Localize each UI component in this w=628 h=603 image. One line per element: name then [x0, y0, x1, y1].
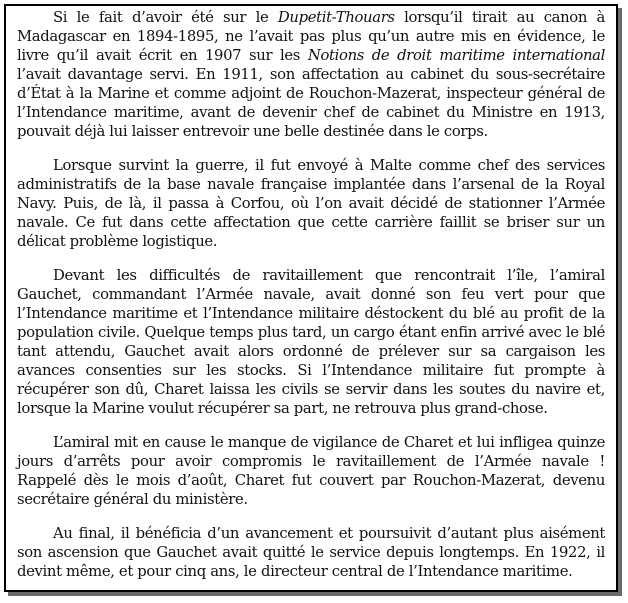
- segment: Si le fait d’avoir été sur le: [53, 9, 278, 26]
- paragraph-4: [17, 433, 605, 509]
- segment: Devant les difficultés de ravitaillement que rencontrait l’île, l’amiral Gauchet, commandant l’Armée navale, avait donné son feu vert pour que l’Intendance maritime et l’Intendance militaire déstockent du blé au profit de la population civile. Quelque temps plus tard, un cargo étant enfin arrivé avec le blé tant attendu, Gauchet avait alors ordonné de prélever sur sa cargaison les avances consenties sur les stocks. Si l’Intendance militaire fut prompte à récupérer son dû, Charet laissa les civils se servir dans les soutes du navire et, lorsque la Marine voulut récupérer sa part, ne retrouva plus grand-chose.: [17, 267, 605, 417]
- text-frame: [4, 4, 618, 592]
- book-title: Notions de droit maritime international: [307, 47, 606, 64]
- segment: L’amiral mit en cause le manque de vigilance de Charet et lui infligea quinze jours d’arrêts pour avoir compromis le ravitaillement de l’Armée navale ! Rappelé dès le mois d’août, Charet fut couvert par Rouchon-Mazerat, devenu secrétaire général du ministère.: [17, 434, 605, 508]
- paragraph-3: [17, 266, 605, 418]
- segment: lorsqu’il tirait au canon à Madagascar en 1894-1895, ne l’avait pas plus qu’un autre mis en évidence, le livre qu’il avait écrit en 1907 sur les: [17, 9, 606, 64]
- segment: l’avait davantage servi. En 1911, son affectation au cabinet du sous-secrétaire d’État à la Marine et comme adjoint de Rouchon-Mazerat, inspecteur général de l’Intendance maritime, avant de devenir chef de cabinet du Ministre en 1913, pouvait déjà lui laisser entrevoir une belle destinée dans le corps.: [17, 66, 605, 140]
- paragraph-2: [17, 156, 605, 251]
- segment: Lorsque survint la guerre, il fut envoyé à Malte comme chef des services administratifs de la base navale française implantée dans l’arsenal de la Royal Navy. Puis, de là, il passa à Corfou, où l’on avait décidé de stationner l’Armée navale. Ce fut dans cette affectation que cette carrière faillit se briser sur un délicat problème logistique.: [17, 157, 605, 250]
- ship-name-dupetit-thouars: Dupetit-Thouars: [277, 9, 395, 26]
- segment: Au final, il bénéficia d’un avancement et poursuivit d’autant plus aisément son ascension que Gauchet avait quitté le service depuis longtemps. En 1922, il devint même, et pour cinq ans, le directeur central de l’Intendance maritime.: [17, 525, 605, 580]
- paragraph-1: [17, 8, 605, 141]
- paragraph-5: [17, 524, 605, 581]
